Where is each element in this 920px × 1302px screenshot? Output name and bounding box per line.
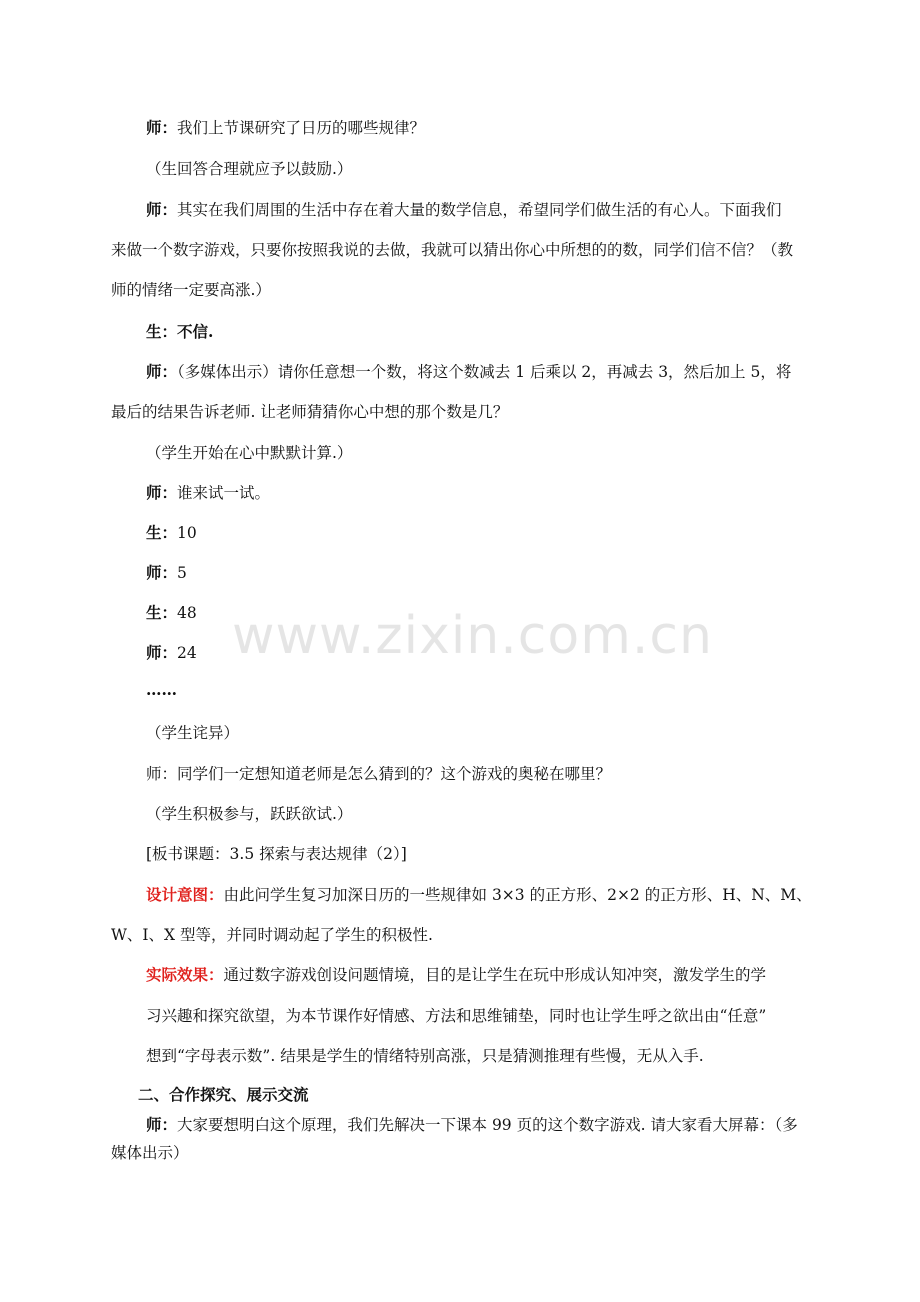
line-11 [146,523,197,543]
line-text: 我们上节课研究了日历的哪些规律？ [177,119,426,137]
line-17 [146,764,611,784]
line-8 [111,402,508,422]
line-22 [146,965,766,985]
line-27 [111,1143,189,1163]
line-text: 师：同学们一定想知道老师是怎么猜到的？这个游戏的奥秘在哪里？ [146,765,612,783]
line-14 [146,643,197,663]
line-6 [146,322,213,342]
line-15 [146,680,177,700]
line-text: 48 [177,604,197,622]
section-label: 设计意图： [146,885,224,904]
line-text: （多媒体出示）请你任意想一个数，将这个数减去 1 后乘以 2，再减去 3，然后加上 5，将 [177,363,792,381]
line-18 [146,804,352,824]
speaker-label: 师： [146,118,178,137]
speaker-label: 师： [146,483,178,502]
speaker-label: 师： [146,1115,178,1134]
watermark: www.zixin.com.cn [232,606,713,666]
line-20 [146,885,812,905]
line-5 [111,280,271,300]
line-26 [146,1115,798,1135]
line-9 [146,443,352,463]
line-text: …… [146,680,177,699]
line-text: （学生积极参与，跃跃欲试.） [146,805,353,823]
line-text: 其实在我们周围的生活中存在着大量的数学信息，希望同学们做生活的有心人。下面我们 [177,201,782,219]
line-16 [146,723,239,743]
line-text: W、I、X 型等，并同时调动起了学生的积极性. [111,926,433,944]
line-text: 5 [177,564,187,582]
line-text: 24 [177,644,197,662]
line-text: 想到“字母表示数”. 结果是学生的情绪特别高涨，只是猜测推理有些慢，无从入手. [146,1047,704,1065]
speaker-label: 师： [146,362,178,381]
line-text: 师的情绪一定要高涨.） [111,281,271,299]
line-12 [146,563,187,583]
section-heading [138,1085,309,1105]
line-1 [146,118,425,138]
line-text: 媒体出示） [111,1144,189,1162]
line-text: 最后的结果告诉老师. 让老师猜猜你心中想的那个数是几？ [111,403,509,421]
line-13 [146,603,197,623]
line-text: [板书课题：3.5 探索与表达规律（2）] [146,845,407,863]
speaker-label: 师： [146,200,178,219]
speaker-label: 师： [146,563,178,582]
line-text: 来做一个数字游戏，只要你按照我说的去做，我就可以猜出你心中所想的的数，同学们信不信？（教 [111,241,794,259]
line-10 [146,483,270,503]
line-text: 不信. [177,322,214,341]
line-text: 由此问学生复习加深日历的一些规律如 3×3 的正方形、2×2 的正方形、H、N、M、 [223,886,812,904]
heading-text: 二、合作探究、展示交流 [138,1085,309,1104]
speaker-label: 生： [146,603,178,622]
line-text: （学生诧异） [146,724,240,742]
section-label: 实际效果： [146,965,224,984]
line-text: 大家要想明白这个原理，我们先解决一下课本 99 页的这个数字游戏. 请大家看大屏幕：（多 [177,1116,798,1134]
line-text: 习兴趣和探究欲望，为本节课作好情感、方法和思维铺垫，同时也让学生呼之欲出由“任意” [146,1007,767,1025]
speaker-label: 师： [146,643,178,662]
line-3 [146,200,782,220]
speaker-label: 生： [146,523,178,542]
line-text: （生回答合理就应予以鼓励.） [146,160,353,178]
line-2 [146,159,352,179]
line-text: 谁来试一试。 [177,484,271,502]
line-24 [146,1046,704,1066]
line-text: 通过数字游戏创设问题情境，目的是让学生在玩中形成认知冲突，激发学生的学 [223,966,767,984]
line-7 [146,362,791,382]
line-19 [146,844,407,864]
line-text: 10 [177,524,197,542]
line-21 [111,925,433,945]
line-4 [111,240,793,260]
speaker-label: 生： [146,322,178,341]
line-text: （学生开始在心中默默计算.） [146,444,353,462]
line-23 [146,1006,766,1026]
